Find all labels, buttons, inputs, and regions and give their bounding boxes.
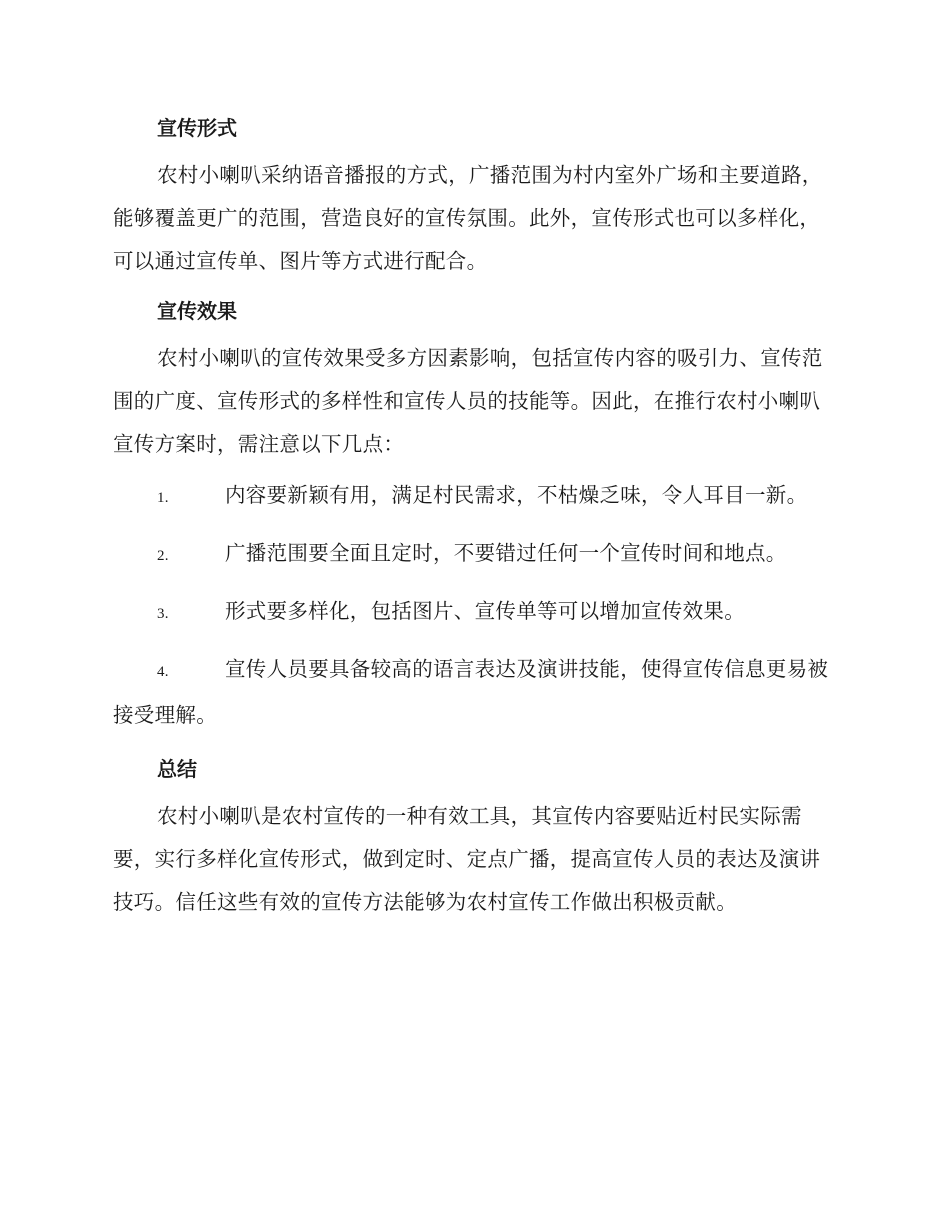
section-heading-summary: 总结 — [157, 757, 197, 781]
list-item-text: 内容要新颖有用，满足村民需求，不枯燥乏味，令人耳目一新。 — [225, 483, 808, 507]
list-item-number: 1. — [157, 490, 169, 506]
section-paragraph-effect: 农村小喇叭的宣传效果受多方因素影响，包括宣传内容的吸引力、宣传范围的广度、宣传形式的多样性和宣传人员的技能等。因此，在推行农村小喇叭宣传方案时，需注意以下几点： — [113, 346, 823, 456]
list-item-text: 广播范围要全面且定时，不要错过任何一个宣传时间和地点。 — [225, 541, 787, 565]
section-paragraph-form: 农村小喇叭采纳语音播报的方式，广播范围为村内室外广场和主要道路，能够覆盖更广的范围，营造良好的宣传氛围。此外，宣传形式也可以多样化，可以通过宣传单、图片等方式进行配合。 — [113, 163, 823, 273]
points-list — [113, 474, 833, 737]
list-item-text: 宣传人员要具备较高的语言表达及演讲技能，使得宣传信息更易被接受理解。 — [113, 657, 829, 727]
section-heading-effect: 宣传效果 — [157, 299, 237, 323]
list-item-number: 3. — [157, 606, 169, 622]
list-item-number: 2. — [157, 548, 169, 564]
list-item — [113, 474, 833, 520]
list-item — [113, 648, 833, 737]
list-item-text: 形式要多样化，包括图片、宣传单等可以增加宣传效果。 — [225, 599, 745, 623]
list-item — [113, 590, 833, 636]
section-heading-form: 宣传形式 — [157, 116, 237, 140]
list-item-number: 4. — [157, 664, 169, 680]
list-item — [113, 532, 833, 578]
section-paragraph-summary: 农村小喇叭是农村宣传的一种有效工具，其宣传内容要贴近村民实际需要，实行多样化宣传形式，做到定时、定点广播，提高宣传人员的表达及演讲技巧。信任这些有效的宣传方法能够为农村宣传工作做出积极贡献。 — [113, 804, 821, 914]
document-content — [113, 108, 833, 932]
